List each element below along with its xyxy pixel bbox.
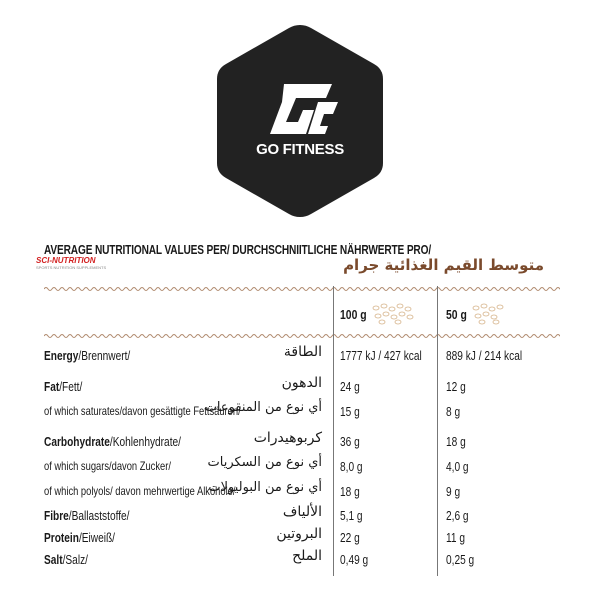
row-saturates (44, 400, 560, 424)
value-50g: 11 g (446, 530, 465, 545)
value-100g: 15 g (340, 404, 360, 419)
seeds-decoration-icon (368, 300, 418, 326)
row-label: Fibre/Ballaststoffe/ (44, 508, 130, 523)
row-label-arabic: الدهون (281, 375, 322, 391)
row-label-arabic: كربوهيدرات (253, 430, 322, 446)
wavy-divider (44, 286, 560, 292)
row-label-arabic: أي نوع من المنقوعات (204, 400, 322, 415)
row-label-arabic: الطاقة (283, 344, 322, 360)
row-label: Salt/Salz/ (44, 552, 88, 567)
wave-path (44, 335, 560, 338)
value-50g: 12 g (446, 379, 466, 394)
value-100g: 18 g (340, 484, 360, 499)
value-50g: 4,0 g (446, 459, 469, 474)
wavy-divider (44, 333, 560, 339)
brand-name: GO FITNESS (256, 141, 344, 158)
row-fat (44, 375, 560, 399)
watermark-title: SCI-NUTRITION (36, 256, 96, 265)
value-100g: 22 g (340, 530, 360, 545)
row-label: Protein/Eiweiß/ (44, 530, 116, 545)
row-label: of which saturates/davon gesättigte Fettsäuren/ (44, 404, 241, 418)
row-label: of which sugars/davon Zucker/ (44, 459, 171, 473)
value-50g: 2,6 g (446, 508, 469, 523)
go-fitness-logo (214, 22, 386, 220)
row-polyols (44, 480, 560, 504)
sci-nutrition-watermark (36, 257, 106, 270)
row-label: Carbohydrate/Kohlenhydrate/ (44, 434, 181, 449)
column-header-50g: 50 g (446, 307, 467, 322)
row-label-arabic: الألياف (282, 504, 322, 520)
column-header-100g: 100 g (340, 307, 367, 322)
row-label-arabic: الملح (292, 548, 322, 564)
row-label: Energy/Brennwert/ (44, 348, 131, 363)
row-fibre (44, 504, 560, 528)
row-energy (44, 344, 560, 368)
watermark-subtitle: SPORTS NUTRITION SUPPLEMENTS (36, 265, 107, 270)
value-100g: 0,49 g (340, 552, 369, 567)
row-label: Fat/Fett/ (44, 379, 83, 394)
value-50g: 8 g (446, 404, 461, 419)
value-100g: 5,1 g (340, 508, 363, 523)
logo-hexagon (214, 22, 386, 220)
row-protein (44, 526, 560, 550)
value-100g: 24 g (340, 379, 360, 394)
row-label-arabic: أي نوع من البوليولات (208, 480, 322, 495)
table-heading: AVERAGE NUTRITIONAL VALUES PER/ DURCHSCHNIITLICHE NÄHRWERTE PRO/ (44, 242, 432, 257)
row-carbohydrate (44, 430, 560, 454)
value-50g: 9 g (446, 484, 461, 499)
value-50g: 889 kJ / 214 kcal (446, 348, 523, 363)
row-label-arabic: البروتين (276, 526, 322, 542)
wave-path (44, 288, 560, 291)
value-50g: 18 g (446, 434, 466, 449)
row-label: of which polyols/ davon mehrwertige Alkohole/ (44, 484, 236, 498)
row-salt (44, 548, 560, 572)
value-100g: 1777 kJ / 427 kcal (340, 348, 422, 363)
table-heading-arabic: متوسط القيم الغذائية جرام (343, 256, 544, 274)
seeds-decoration-icon (468, 300, 508, 326)
row-sugars (44, 455, 560, 479)
row-label-arabic: أي نوع من السكريات (207, 455, 322, 470)
value-100g: 36 g (340, 434, 360, 449)
value-50g: 0,25 g (446, 552, 475, 567)
value-100g: 8,0 g (340, 459, 363, 474)
